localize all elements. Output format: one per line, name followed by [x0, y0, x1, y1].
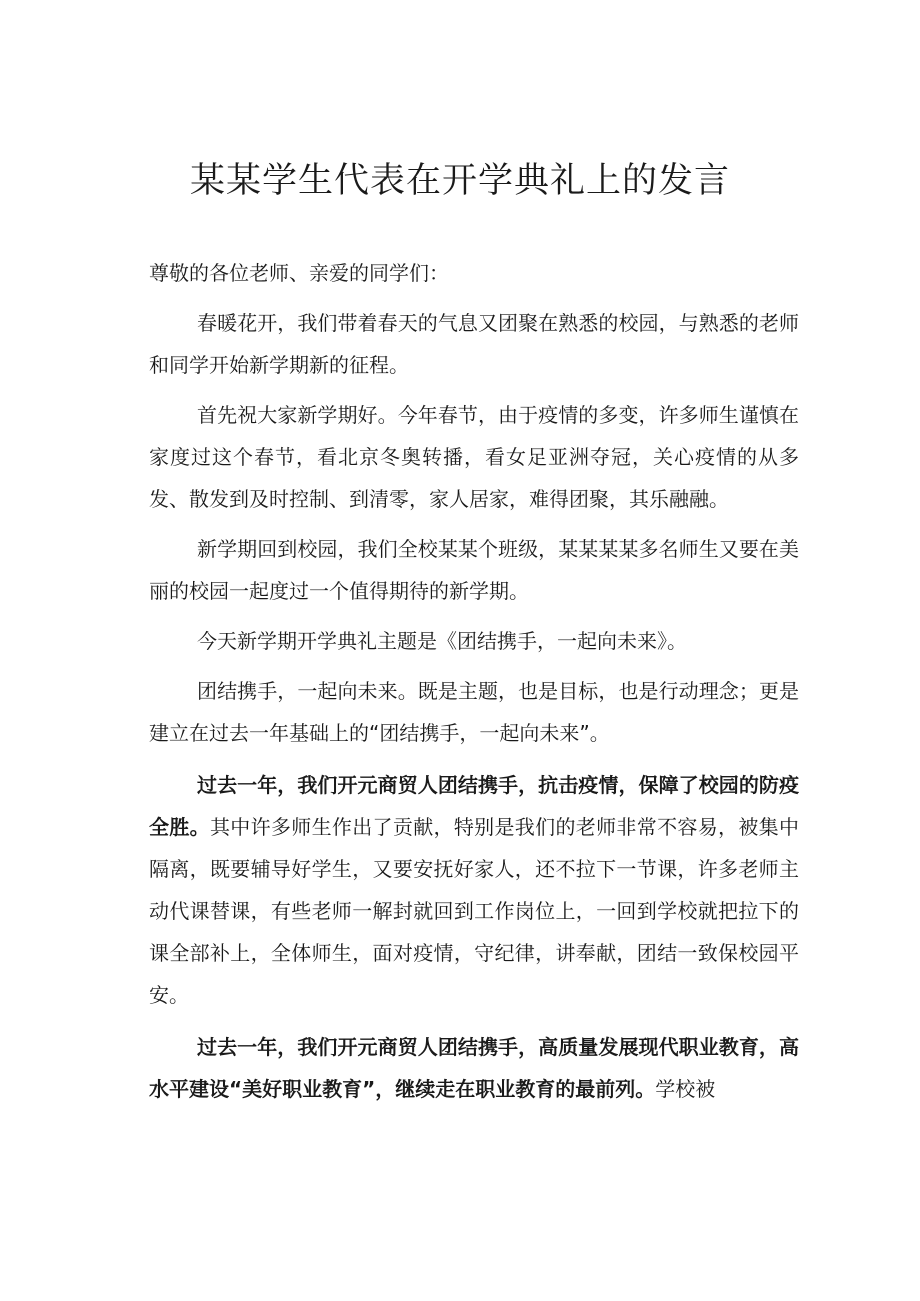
paragraph-epidemic: [149, 764, 799, 1016]
paragraph-education-rest: 学校被: [655, 1077, 716, 1101]
paragraph-spring: 春暖花开，我们带着春天的气息又团聚在熟悉的校园，与熟悉的老师和同学开始新学期新的征程。: [149, 311, 799, 377]
paragraph-epidemic-rest: 其中许多师生作出了贡献，特别是我们的老师非常不容易，被集中隔离，既要辅导好学生，又要安抚好家人，还不拉下一节课，许多老师主动代课替课，有些老师一解封就回到工作岗位上，一回到学校就把拉下的课全部补上，全体师生，面对疫情，守纪律，讲奉献，团结一致保校园平安。: [149, 815, 800, 1007]
document-title: 某某学生代表在开学典礼上的发言: [189, 161, 730, 201]
paragraph-greeting: 首先祝大家新学期好。今年春节，由于疫情的多变，许多师生谨慎在家度过这个春节，看北京冬奥转播，看女足亚洲夺冠，关心疫情的从多发、散发到及时控制、到清零，家人居家，难得团聚，其乐融融。: [149, 403, 799, 511]
paragraph-theme-explanation: 团结携手，一起向未来。既是主题，也是目标，也是行动理念；更是建立在过去一年基础上的“团结携手，一起向未来”。: [149, 679, 799, 745]
paragraph-education: [149, 1026, 799, 1110]
document-body: [149, 252, 799, 1110]
paragraph-theme: 今天新学期开学典礼主题是《团结携手，一起向未来》。: [197, 629, 687, 653]
salutation: 尊敬的各位老师、亲爱的同学们：: [149, 261, 449, 285]
paragraph-epidemic-bold: 过去一年，我们开元商贸人团结携手，抗击疫情，保障了校园的防疫全胜。: [149, 773, 799, 839]
paragraph-new-semester: 新学期回到校园，我们全校某某个班级，某某某某多名师生又要在美丽的校园一起度过一个值得期待的新学期。: [149, 537, 799, 603]
paragraph-education-bold: 过去一年，我们开元商贸人团结携手，高质量发展现代职业教育，高水平建设“美好职业教育”，继续走在职业教育的最前列。: [149, 1035, 799, 1101]
